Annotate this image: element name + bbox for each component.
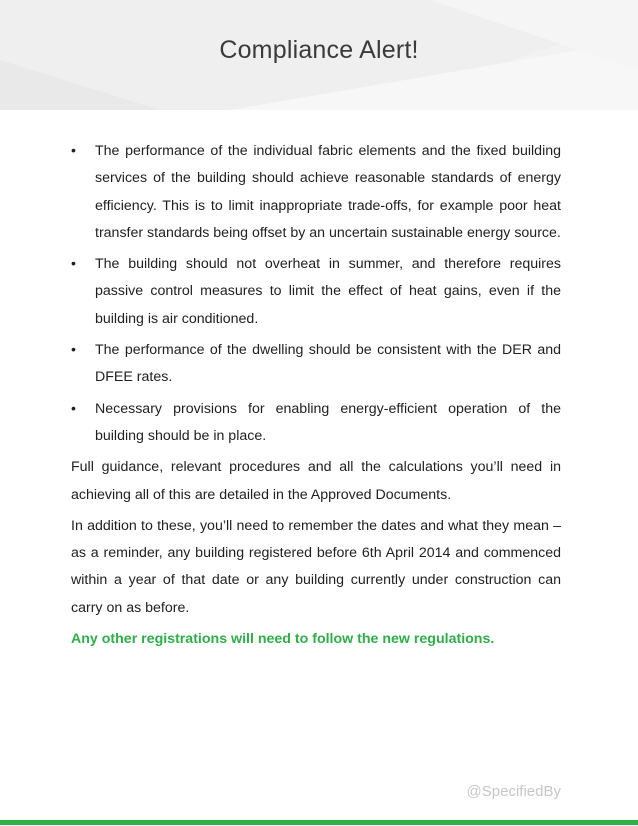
highlight-notice: Any other registrations will need to follow the new regulations. [71, 631, 495, 648]
list-item-text: The building should not overheat in summer, and therefore requires passive control measures to limit the effect of heat gains, even if the building is air conditioned. [95, 256, 561, 327]
dates-paragraph: In addition to these, you’ll need to remember the dates and what they mean – as a reminder, any building registered before 6th April 2014 and commenced within a year of that date or any building currently under construction can carry on as before. [71, 517, 561, 616]
bullet-icon: • [71, 143, 76, 159]
list-item-text: Necessary provisions for enabling energy-efficient operation of the building should be in place. [95, 400, 561, 444]
page-title: Compliance Alert! [219, 36, 419, 64]
footer-accent-line [0, 820, 638, 825]
list-item [71, 138, 561, 247]
list-item [71, 337, 561, 392]
list-item [71, 396, 561, 451]
watermark: @SpecifiedBy [466, 783, 561, 800]
bullet-icon: • [71, 342, 76, 359]
requirements-list [71, 138, 561, 450]
main-content [71, 138, 561, 653]
bullet-icon: • [71, 256, 76, 273]
list-item-text: The performance of the individual fabric elements and the fixed building services of the building should achieve reasonable standards of energy efficiency. This is to limit inappropriate trade-offs, for example poor heat transfer standards being offset by an uncertain sustainable energy source. [95, 143, 561, 241]
list-item-text: The performance of the dwelling should be consistent with the DER and DFEE rates. [95, 342, 561, 386]
header-band [0, 0, 638, 110]
list-item [71, 251, 561, 333]
guidance-paragraph: Full guidance, relevant procedures and all the calculations you’ll need in achieving all of this are detailed in the Approved Documents. [71, 459, 561, 503]
bullet-icon: • [71, 400, 76, 417]
